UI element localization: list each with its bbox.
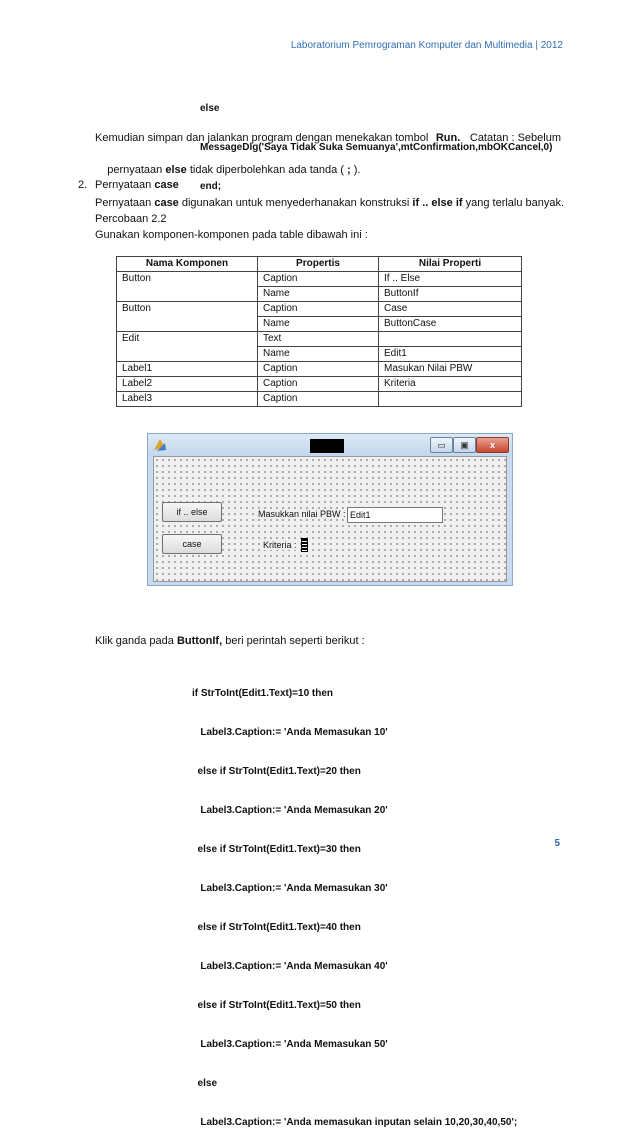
close-button[interactable]: x [476, 437, 509, 453]
code-line: else if StrToInt(Edit1.Text)=40 then [192, 922, 361, 933]
delphi-form-screenshot [147, 433, 513, 586]
code-line: Label3.Caption:= 'Anda Memasukan 10' [192, 727, 388, 738]
table-header-row [117, 257, 522, 272]
text: Kemudian simpan dan jalankan program dengan menekakan tombol [95, 132, 432, 144]
code-line: Label3.Caption:= 'Anda memasukan inputan selain 10,20,30,40,50'; [192, 1117, 518, 1128]
table-row: Label2 Caption Kriteria [117, 377, 522, 392]
code-line: Label3.Caption:= 'Anda Memasukan 40' [192, 961, 388, 972]
table-row: Button Caption Case [117, 302, 522, 317]
minimize-button[interactable]: ▭ [430, 437, 453, 453]
page-header: Laboratorium Pemrograman Komputer dan Multimedia | 2012 [290, 40, 563, 51]
code-line: end; [200, 181, 222, 192]
table-row: Button Caption If .. Else [117, 272, 522, 287]
table-row: Name ButtonCase [117, 317, 522, 332]
instruction-text: Gunakan komponen-komponen pada table dibawah ini : [95, 229, 368, 241]
text-bold: ; [347, 164, 351, 176]
table-row: Name ButtonIf [117, 287, 522, 302]
form-titlebar [148, 434, 512, 456]
table-header: Nama Komponen [117, 257, 258, 272]
code-line: Label3.Caption:= 'Anda Memasukan 20' [192, 805, 388, 816]
text: pernyataan [107, 164, 166, 176]
delphi-app-icon [152, 437, 168, 453]
table-header: Nilai Properti [379, 257, 522, 272]
text: tidak diperbolehkan ada tanda ( [186, 164, 347, 176]
code-line: else [200, 103, 220, 114]
text: ). [350, 164, 361, 176]
redacted-title [310, 439, 344, 453]
code-line: else if StrToInt(Edit1.Text)=30 then [192, 844, 361, 855]
component-table [116, 256, 522, 407]
case-button[interactable]: case [162, 534, 222, 554]
paragraph-klik: Klik ganda pada ButtonIf, beri perintah seperti berikut : [95, 635, 365, 647]
code-line: else if StrToInt(Edit1.Text)=20 then [192, 766, 361, 777]
maximize-button[interactable]: ▣ [453, 437, 476, 453]
table-row: Edit Text [117, 332, 522, 347]
section-title: Pernyataan case [95, 179, 179, 191]
code-block-bottom [192, 661, 517, 1142]
code-line: Label3.Caption:= 'Anda Memasukan 50' [192, 1039, 388, 1050]
text-bold: Run. [435, 132, 461, 144]
section-number: 2. [78, 179, 88, 191]
section-description: Pernyataan case digunakan untuk menyederhanakan konstruksi if .. else if yang terlalu banyak. [95, 197, 565, 209]
code-line: if StrToInt(Edit1.Text)=10 then [192, 688, 334, 699]
code-line: Label3.Caption:= 'Anda Memasukan 30' [192, 883, 388, 894]
form-client-area [153, 456, 507, 582]
code-line: else [192, 1078, 218, 1089]
code-line: MessageDlg('Saya Tidak Suka Semuanya',mtConfirmation,mbOKCancel,0) [200, 142, 553, 153]
code-line: else if StrToInt(Edit1.Text)=50 then [192, 1000, 361, 1011]
page-number: 5 [554, 838, 560, 849]
table-row: Label3 Caption [117, 392, 522, 407]
edit1-input[interactable]: Edit1 [347, 507, 443, 523]
kriteria-label: Kriteria : [263, 540, 297, 550]
percobaan-label: Percobaan 2.2 [95, 213, 167, 225]
if-else-button[interactable]: if .. else [162, 502, 222, 522]
table-header: Propertis [258, 257, 379, 272]
text: Catatan : Sebelum [466, 132, 561, 144]
label3-placeholder [301, 538, 308, 552]
table-row: Name Edit1 [117, 347, 522, 362]
text-bold: else [165, 164, 187, 176]
nilai-label: Masukkan nilai PBW : [258, 509, 346, 519]
table-row: Label1 Caption Masukan Nilai PBW [117, 362, 522, 377]
